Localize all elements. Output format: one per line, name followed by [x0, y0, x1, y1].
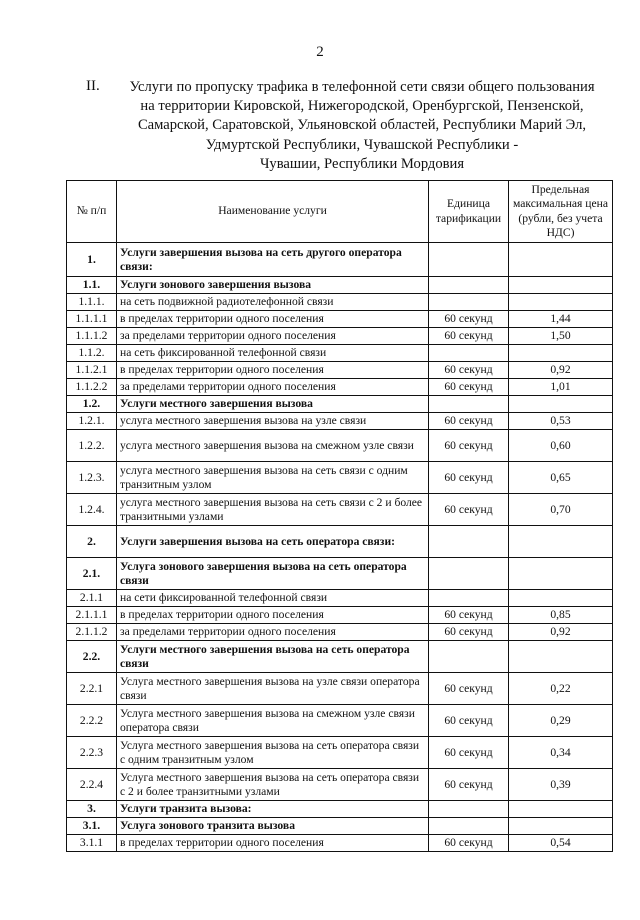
row-number: 2.	[67, 526, 117, 558]
row-service-name: услуга местного завершения вызова на сеть связи с 2 и более транзитными узлами	[117, 494, 429, 526]
row-number: 1.2.	[67, 396, 117, 413]
row-price	[509, 396, 613, 413]
row-unit: 60 секунд	[429, 328, 509, 345]
row-number: 1.1.1.1	[67, 311, 117, 328]
table-row	[67, 624, 613, 641]
row-service-name: Услуги транзита вызова:	[117, 801, 429, 818]
header-price: Предельная максимальная цена (рубли, без учета НДС)	[509, 181, 613, 243]
row-number: 1.1.	[67, 277, 117, 294]
table-row	[67, 396, 613, 413]
row-price	[509, 641, 613, 673]
table-row	[67, 607, 613, 624]
table-row	[67, 462, 613, 494]
row-number: 1.1.1.2	[67, 328, 117, 345]
row-price: 0,65	[509, 462, 613, 494]
table-row	[67, 243, 613, 277]
row-price	[509, 526, 613, 558]
row-unit: 60 секунд	[429, 624, 509, 641]
row-unit	[429, 277, 509, 294]
row-number: 2.2.3	[67, 737, 117, 769]
row-number: 1.1.2.	[67, 345, 117, 362]
table-row	[67, 294, 613, 311]
row-unit	[429, 641, 509, 673]
table-row	[67, 590, 613, 607]
table-row	[67, 641, 613, 673]
row-unit	[429, 558, 509, 590]
row-number: 2.1.	[67, 558, 117, 590]
row-unit	[429, 396, 509, 413]
row-unit: 60 секунд	[429, 835, 509, 852]
row-service-name: на сеть фиксированной телефонной связи	[117, 345, 429, 362]
row-service-name: на сеть подвижной радиотелефонной связи	[117, 294, 429, 311]
row-unit: 60 секунд	[429, 311, 509, 328]
table-row	[67, 311, 613, 328]
page-number: 2	[316, 44, 324, 60]
row-service-name: Услуги завершения вызова на сеть оператора связи:	[117, 526, 429, 558]
row-price: 0,60	[509, 430, 613, 462]
row-service-name: Услуги местного завершения вызова	[117, 396, 429, 413]
row-service-name: Услуги завершения вызова на сеть другого оператора связи:	[117, 243, 429, 277]
row-service-name: Услуга местного завершения вызова на сеть оператора связи с одним транзитным узлом	[117, 737, 429, 769]
row-price: 1,50	[509, 328, 613, 345]
table-row	[67, 277, 613, 294]
row-number: 1.1.2.2	[67, 379, 117, 396]
row-unit	[429, 526, 509, 558]
section-number: II.	[86, 78, 100, 94]
row-service-name: услуга местного завершения вызова на узле связи	[117, 413, 429, 430]
row-number: 3.1.1	[67, 835, 117, 852]
table-row	[67, 835, 613, 852]
row-price	[509, 243, 613, 277]
tariff-table	[66, 180, 613, 852]
row-service-name: за пределами территории одного поселения	[117, 379, 429, 396]
header-service-name: Наименование услуги	[117, 181, 429, 243]
row-unit: 60 секунд	[429, 379, 509, 396]
row-unit: 60 секунд	[429, 362, 509, 379]
table-row	[67, 379, 613, 396]
row-price: 1,01	[509, 379, 613, 396]
section-title	[118, 78, 606, 174]
row-price: 0,22	[509, 673, 613, 705]
row-unit: 60 секунд	[429, 430, 509, 462]
row-price: 0,34	[509, 737, 613, 769]
row-number: 1.2.4.	[67, 494, 117, 526]
table-row	[67, 413, 613, 430]
table-row	[67, 818, 613, 835]
row-price: 0,85	[509, 607, 613, 624]
row-unit: 60 секунд	[429, 705, 509, 737]
section-title-line: Самарской, Саратовской, Ульяновской областей, Республики Марий Эл,	[137, 117, 587, 134]
table-header-row	[67, 181, 613, 243]
row-price: 1,44	[509, 311, 613, 328]
row-price	[509, 294, 613, 311]
table-row	[67, 673, 613, 705]
row-number: 1.1.2.1	[67, 362, 117, 379]
row-service-name: Услуги местного завершения вызова на сеть оператора связи	[117, 641, 429, 673]
table-row	[67, 801, 613, 818]
row-unit	[429, 294, 509, 311]
row-service-name: услуга местного завершения вызова на сеть связи с одним транзитным узлом	[117, 462, 429, 494]
row-number: 3.1.	[67, 818, 117, 835]
row-unit	[429, 590, 509, 607]
row-service-name: Услуга местного завершения вызова на узле связи оператора связи	[117, 673, 429, 705]
table-row	[67, 345, 613, 362]
row-price: 0,29	[509, 705, 613, 737]
row-number: 1.1.1.	[67, 294, 117, 311]
row-price	[509, 801, 613, 818]
row-number: 1.2.3.	[67, 462, 117, 494]
table-row	[67, 494, 613, 526]
row-service-name: в пределах территории одного поселения	[117, 362, 429, 379]
row-price	[509, 818, 613, 835]
row-service-name: на сети фиксированной телефонной связи	[117, 590, 429, 607]
row-service-name: в пределах территории одного поселения	[117, 311, 429, 328]
header-num: № п/п	[67, 181, 117, 243]
row-price	[509, 277, 613, 294]
row-service-name: Услуга зонового транзита вызова	[117, 818, 429, 835]
section-title-line: на территории Кировской, Нижегородской, Оренбургской, Пензенской,	[140, 98, 584, 115]
header-unit: Единица тарификации	[429, 181, 509, 243]
section-title-line: Удмуртской Республики, Чувашской Республики -	[205, 136, 519, 153]
row-price: 0,92	[509, 362, 613, 379]
row-unit: 60 секунд	[429, 607, 509, 624]
row-price: 0,39	[509, 769, 613, 801]
row-unit: 60 секунд	[429, 462, 509, 494]
row-unit	[429, 345, 509, 362]
row-unit	[429, 243, 509, 277]
table-row	[67, 328, 613, 345]
table-row	[67, 705, 613, 737]
row-unit	[429, 818, 509, 835]
row-number: 1.2.2.	[67, 430, 117, 462]
section-title-line: Услуги по пропуску трафика в телефонной сети связи общего пользования	[129, 79, 595, 95]
row-service-name: услуга местного завершения вызова на смежном узле связи	[117, 430, 429, 462]
table-row	[67, 362, 613, 379]
row-service-name: за пределами территории одного поселения	[117, 328, 429, 345]
row-unit: 60 секунд	[429, 737, 509, 769]
row-service-name: Услуга местного завершения вызова на сеть оператора связи с 2 и более транзитными узлами	[117, 769, 429, 801]
row-number: 1.2.1.	[67, 413, 117, 430]
row-unit: 60 секунд	[429, 673, 509, 705]
row-number: 3.	[67, 801, 117, 818]
table-row	[67, 769, 613, 801]
row-number: 2.2.2	[67, 705, 117, 737]
row-service-name: в пределах территории одного поселения	[117, 835, 429, 852]
row-number: 2.2.1	[67, 673, 117, 705]
row-price: 0,54	[509, 835, 613, 852]
table-row	[67, 526, 613, 558]
row-price: 0,70	[509, 494, 613, 526]
row-service-name: Услуги зонового завершения вызова	[117, 277, 429, 294]
row-number: 2.2.4	[67, 769, 117, 801]
row-number: 2.2.	[67, 641, 117, 673]
table-row	[67, 558, 613, 590]
table-row	[67, 430, 613, 462]
row-price	[509, 558, 613, 590]
row-number: 2.1.1.1	[67, 607, 117, 624]
row-price: 0,53	[509, 413, 613, 430]
row-service-name: за пределами территории одного поселения	[117, 624, 429, 641]
row-unit: 60 секунд	[429, 413, 509, 430]
row-unit: 60 секунд	[429, 769, 509, 801]
row-service-name: Услуга местного завершения вызова на смежном узле связи оператора связи	[117, 705, 429, 737]
row-number: 2.1.1.2	[67, 624, 117, 641]
row-service-name: Услуга зонового завершения вызова на сеть оператора связи	[117, 558, 429, 590]
row-service-name: в пределах территории одного поселения	[117, 607, 429, 624]
row-number: 1.	[67, 243, 117, 277]
row-price	[509, 345, 613, 362]
row-unit	[429, 801, 509, 818]
row-unit: 60 секунд	[429, 494, 509, 526]
row-price: 0,92	[509, 624, 613, 641]
section-title-line: Чувашии, Республики Мордовия	[259, 155, 465, 172]
row-price	[509, 590, 613, 607]
row-number: 2.1.1	[67, 590, 117, 607]
table-row	[67, 737, 613, 769]
